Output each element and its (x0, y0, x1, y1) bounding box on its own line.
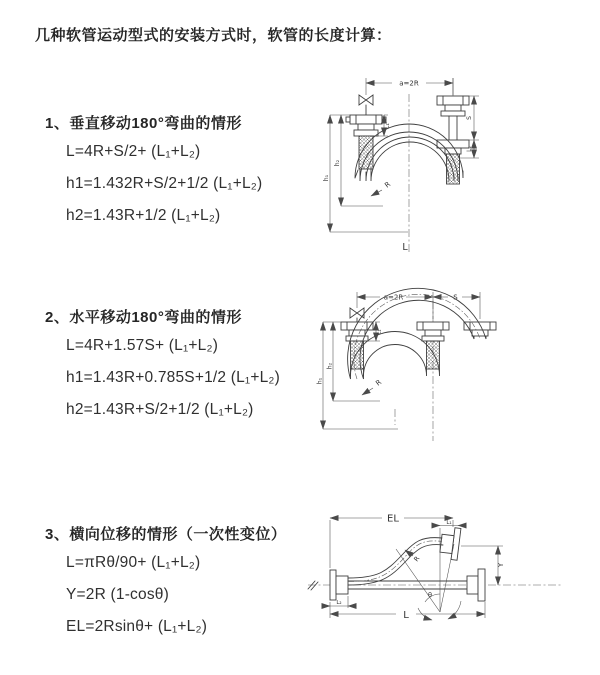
dim-label-a2r: a=2R (399, 79, 419, 88)
page-title: 几种软管运动型式的安装方式时，软管的长度计算： (35, 27, 392, 44)
length-label: L (402, 242, 408, 253)
radius-label: R (374, 378, 384, 388)
radius-callout (371, 180, 392, 196)
right-fitting (437, 78, 469, 184)
middle-fitting (417, 322, 449, 369)
formula-l: L=πRθ/90+ (L₁+L₂) (66, 554, 201, 571)
formula-h2: h2=1.43R+1/2 (L₁+L₂) (66, 207, 221, 224)
left-flange (330, 570, 348, 600)
displaced-flange (439, 526, 461, 560)
dimension-l2 (322, 596, 356, 608)
formula-l: L=4R+1.57S+ (L₁+L₂) (66, 337, 219, 354)
dim-label-l1: L₁ (377, 329, 383, 335)
radius-callout (362, 378, 383, 395)
dim-label-h1: h₁ (323, 174, 330, 182)
hose-s-curve (348, 538, 443, 585)
section-horizontal-movement (45, 306, 280, 432)
section-1-heading: 1、垂直移动180°弯曲的情形 (45, 115, 242, 132)
diagram-lateral-displacement (298, 498, 568, 646)
dimension-l (330, 602, 485, 621)
dim-label-h1: h₁ (316, 377, 324, 385)
diagram-horizontal-180-bend (310, 281, 545, 449)
hose-u-moved (348, 288, 486, 379)
dimension-a2r-s (357, 292, 480, 319)
dim-label-y: Y (497, 562, 505, 568)
formula-l: L=4R+S/2+ (L₁+L₂) (66, 143, 201, 160)
radius-label: R (412, 554, 422, 564)
formula-h2: h2=1.43R+S/2+1/2 (L₁+L₂) (66, 401, 254, 418)
section-3-heading: 3、横向位移的情形（一次性变位） (45, 526, 287, 543)
dim-label-l: L (403, 610, 409, 621)
formula-el: EL=2Rsinθ+ (L₁+L₂) (66, 618, 208, 635)
dimension-a2r (366, 78, 453, 95)
diagram-vertical-180-bend (308, 66, 538, 264)
section-lateral-displacement (45, 523, 286, 649)
left-fitting (346, 115, 386, 169)
formula-h1: h1=1.43R+0.785S+1/2 (L₁+L₂) (66, 369, 280, 386)
hose-centerline (348, 541, 442, 582)
section-2-heading: 2、水平移动180°弯曲的情形 (45, 309, 242, 326)
dim-label-l1: L₁ (446, 520, 452, 526)
dim-label-s: S (466, 116, 473, 120)
dim-label-l2: L₂ (466, 146, 473, 152)
section-vertical-movement (45, 112, 262, 238)
centerline-break-mark (308, 581, 318, 590)
formula-y: Y=2R (1-cosθ) (66, 586, 169, 603)
dim-label-s: S (453, 293, 458, 302)
radius-label: R (383, 180, 393, 190)
dim-label-a2r: a=2R (383, 293, 404, 302)
dim-label-h2: h₂ (326, 362, 334, 370)
valve-icon (359, 95, 373, 115)
dimension-el (330, 514, 453, 569)
valve-icon (350, 308, 364, 322)
formula-h1: h1=1.432R+S/2+1/2 (L₁+L₂) (66, 175, 263, 192)
angle-label: θ (428, 591, 432, 599)
dim-label-h2: h₂ (334, 159, 341, 167)
dimension-l1 (432, 520, 466, 526)
dim-label-el: EL (387, 513, 399, 525)
braided-hose-section (427, 341, 440, 369)
dim-label-l1: L₁ (384, 123, 391, 129)
dim-label-l2: L₂ (336, 600, 342, 606)
